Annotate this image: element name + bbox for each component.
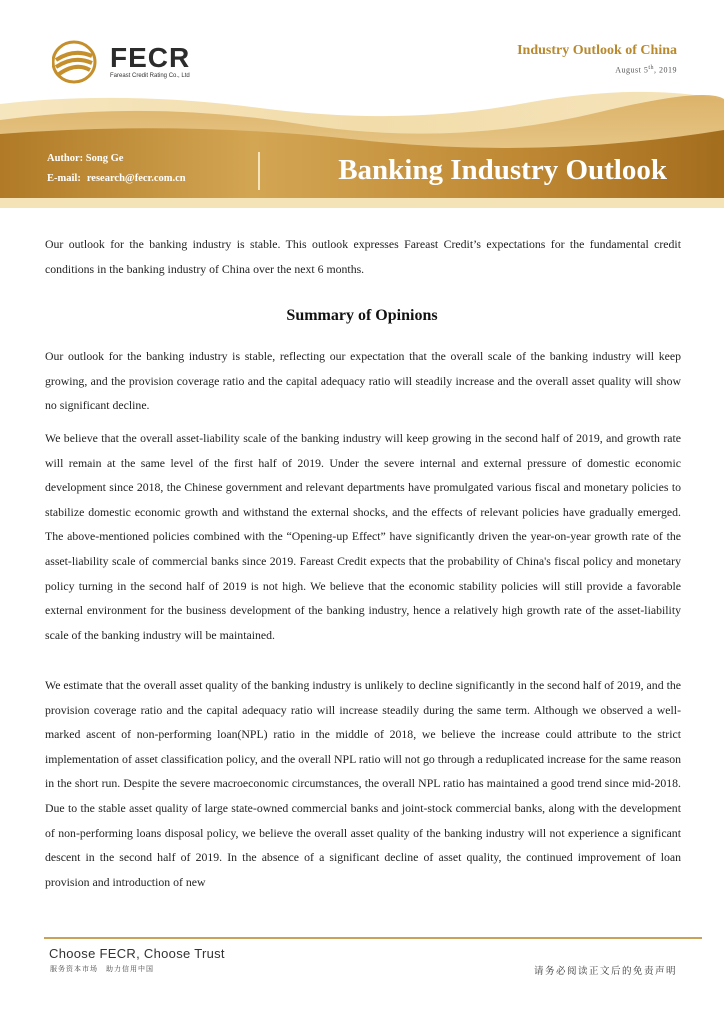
email-address[interactable]: research@fecr.com.cn — [86, 173, 186, 184]
footer-slogan: Choose FECR, Choose Trust — [49, 946, 225, 961]
footer-disclaimer: 请务必阅读正文后的免责声明 — [533, 966, 677, 977]
logo-wordmark: FECR — [110, 42, 191, 73]
banner-divider — [258, 152, 260, 190]
paragraph-1: Our outlook for the banking industry is stable, reflecting our expectation that the overall scale of the banking industry will keep growing, and the provision coverage ratio and the capital adequacy ratio will steadily increase and the overall asset quality will show no significant decline. — [45, 349, 681, 413]
author-line: Author: Song Ge — [47, 153, 124, 164]
footer-slogan-cn: 服务资本市场 助力信用中国 — [50, 965, 154, 973]
company-logo — [52, 40, 202, 84]
email-label: E-mail: — [47, 173, 81, 184]
publish-date: August 5th, 2019 — [615, 65, 677, 75]
fecr-emblem-icon — [52, 40, 102, 84]
paragraph-2: We believe that the overall asset-liability scale of the banking industry will keep growing in the second half of 2019, and growth rate will remain at the same level of the first half of 2019. Under the severe internal and external pressure of domestic economic development since 2018, the Chinese government and relevant departments have promulgated various fiscal and monetary policies to stabilize domestic economic growth and withstand the external shocks, and the effects of relevant policies have gradually emerged. The above-mentioned policies combined with the “Opening-up Effect” have significantly driven the year-on-year growth rate of the asset-liability scale of commercial banks since 2019. Fareast Credit expects that the probability of China's fiscal policy and monetary policy turning in the second half of 2019 is not high. We believe that the economic stability policies will still provide a favorable external environment for the business development of the banking industry, hence a relatively high growth rate of the asset-liability scale of the banking industry will be maintained. — [45, 431, 681, 642]
header-banner — [0, 90, 724, 208]
section-heading: Summary of Opinions — [286, 307, 438, 324]
paragraph-3: We estimate that the overall asset quality of the banking industry is unlikely to decline significantly in the second half of 2019, and the provision coverage ratio and the capital adequacy ratio will increase steadily during the same term. Although we observed a well-marked ascent of non-performing loan(NPL) ratio in the middle of 2018, we believe the increase could attribute to the strict implementation of asset classification policy, and the overall NPL ratio will not go through a reduplicated increase for the same reason in the short run. Despite the severe macroeconomic circumstances, the overall NPL ratio has maintained a good trend since mid-2018. Due to the stable asset quality of large state-owned commercial banks and joint-stock commercial banks, along with the development of non-performing loans disposal policy, we believe the overall asset quality of the banking industry will not experience a significant descent in the second half of 2019. In the absence of a significant decline of asset quality, the continued improvement of loan provision and introduction of new — [45, 678, 681, 889]
report-title: Banking Industry Outlook — [338, 154, 667, 186]
series-title: Industry Outlook of China — [517, 43, 677, 58]
outlook-intro: Our outlook for the banking industry is stable. This outlook expresses Fareast Credit’s expectations for the fundamental credit conditions in the banking industry of China over the next 6 months. — [45, 237, 681, 276]
footer-divider — [44, 937, 702, 939]
logo-subtitle: Fareast Credit Rating Co., Ltd — [110, 73, 190, 79]
email-line — [47, 173, 186, 184]
